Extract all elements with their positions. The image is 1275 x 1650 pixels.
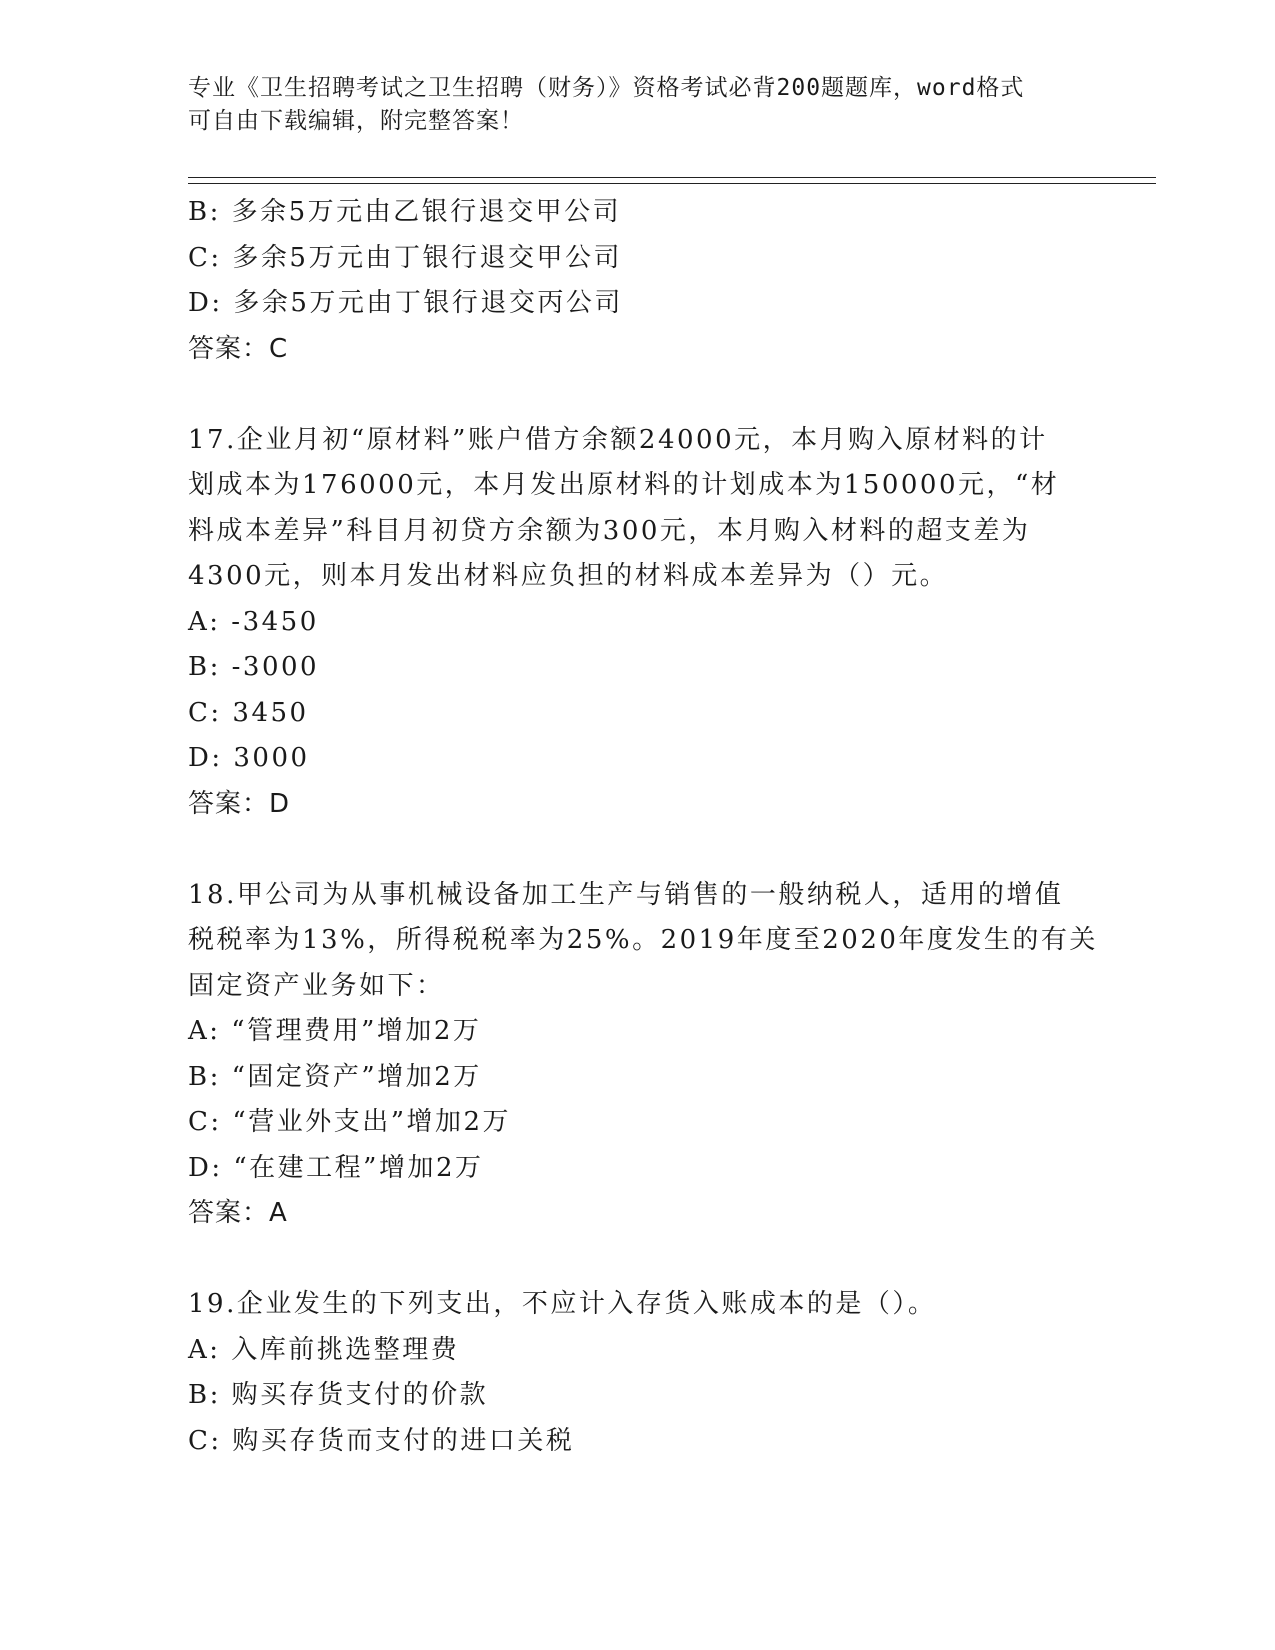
question-text-line: 19.企业发生的下列支出，不应计入存货入账成本的是（）。 bbox=[188, 1289, 937, 1319]
option-c: C: “营业外支出”增加2万 bbox=[188, 1107, 512, 1137]
question-17 bbox=[188, 418, 1088, 828]
question-text-line: 17.企业月初“原材料”账户借方余额24000元，本月购入原材料的计 bbox=[188, 424, 1048, 455]
question-text-line: 税税率为13%，所得税税率为25%。2019年度至2020年度发生的有关 bbox=[188, 925, 1098, 955]
option-d: D: “在建工程”增加2万 bbox=[188, 1152, 484, 1183]
option-b: B: 多余5万元由乙银行退交甲公司 bbox=[188, 197, 622, 227]
option-c: C: 购买存货而支付的进口关税 bbox=[188, 1425, 575, 1456]
option-c: C: 多余5万元由丁银行退交甲公司 bbox=[188, 242, 622, 273]
option-b: B: 购买存货支付的价款 bbox=[188, 1380, 489, 1410]
question-text-line: 固定资产业务如下： bbox=[188, 970, 445, 1001]
question-18 bbox=[188, 873, 1098, 1237]
header-line-1: 专业《卫生招聘考试之卫生招聘（财务）》资格考试必背200题题库，word格式 bbox=[188, 75, 1025, 101]
question-text-line: 料成本差异”科目月初贷方余额为300元，本月购入材料的超支差为 bbox=[188, 515, 1031, 546]
question-16-tail bbox=[188, 190, 1088, 372]
document-header bbox=[188, 72, 1068, 138]
header-rule-top bbox=[188, 177, 1156, 178]
option-a: A: 入库前挑选整理费 bbox=[188, 1334, 460, 1365]
answer: 答案：D bbox=[188, 788, 291, 819]
question-19 bbox=[188, 1282, 1088, 1464]
question-text-line: 划成本为176000元，本月发出原材料的计划成本为150000元，“材 bbox=[188, 470, 1060, 500]
answer: 答案：A bbox=[188, 1198, 288, 1228]
option-a: A: -3450 bbox=[188, 606, 319, 637]
option-d: D: 多余5万元由丁银行退交丙公司 bbox=[188, 288, 623, 318]
question-text-line: 18.甲公司为从事机械设备加工生产与销售的一般纳税人，适用的增值 bbox=[188, 879, 1064, 910]
option-d: D: 3000 bbox=[188, 743, 310, 773]
question-text-line: 4300元，则本月发出材料应负担的材料成本差异为（）元。 bbox=[188, 561, 949, 591]
option-c: C: 3450 bbox=[188, 697, 309, 728]
option-b: B: -3000 bbox=[188, 652, 320, 682]
option-a: A: “管理费用”增加2万 bbox=[188, 1016, 482, 1046]
header-rule-bottom bbox=[188, 183, 1156, 184]
option-b: B: “固定资产”增加2万 bbox=[188, 1061, 482, 1092]
header-line-2: 可自由下载编辑，附完整答案！ bbox=[188, 108, 524, 134]
question-list bbox=[188, 190, 1098, 1464]
answer: 答案：C bbox=[188, 333, 289, 364]
